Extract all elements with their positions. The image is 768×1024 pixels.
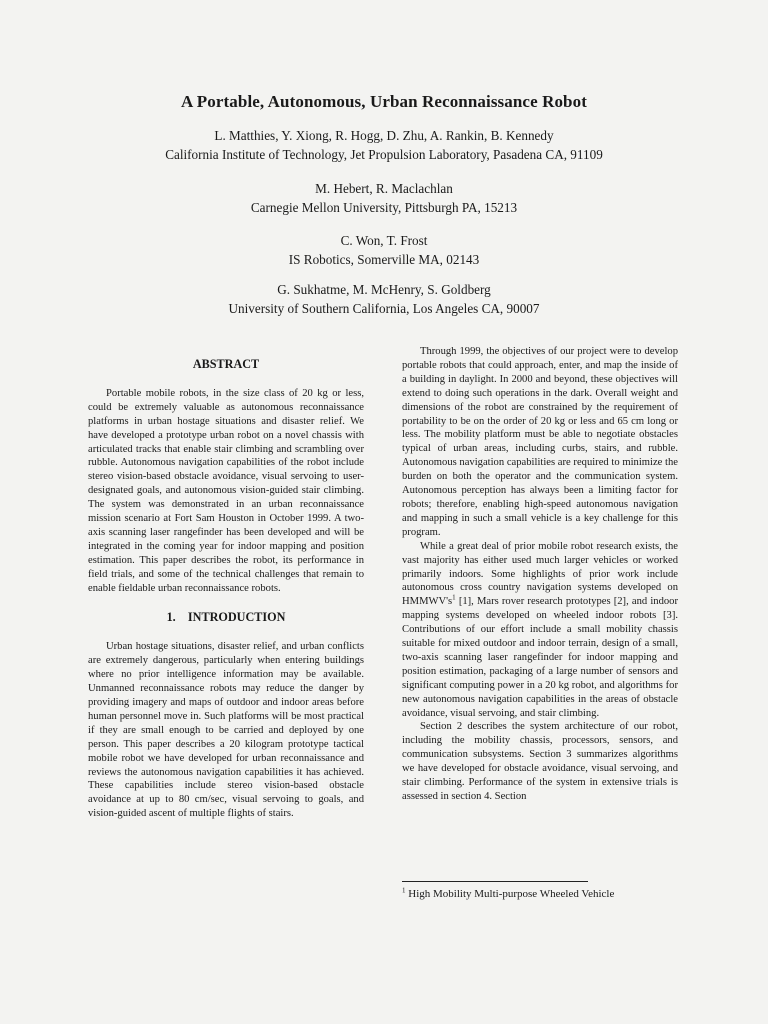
author-list: C. Won, T. Frost — [340, 233, 428, 248]
introduction-text: Urban hostage situations, disaster relief, and urban conflicts are extremely dangerous, particularly when entering buildings where no prior intelligence information may be available. Unmanned reconnaissance robots may reduce the danger by providing imagery and maps of outdoor and indoor areas before human personnel move in. Such platforms will be most practical if they are small enough to be carried and deployed by one person. This paper describes a 20 kilogram prototype tactical mobile robot we have developed for urban reconnaissance and reviews the autonomous navigation capabilities it has achieved. These capabilities include stereo vision-based obstacle avoidance at up to 80 cm/sec, visual servoing to goals, and vision-guided ascent of multiple flights of stairs. — [88, 641, 364, 820]
affiliation-group-3 — [0, 231, 768, 269]
introduction-heading: 1. INTRODUCTION — [166, 609, 286, 624]
institution: Carnegie Mellon University, Pittsburgh PA, 15213 — [250, 200, 518, 215]
paper-title: A Portable, Autonomous, Urban Reconnaissance Robot — [181, 92, 587, 111]
outline-paragraph: Section 2 describes the system architecture of our robot, including the mobility chassis, processors, sensors, and communication subsystems. Section 3 summarizes algorithms we have developed for obstacle avoidance, visual servoing, and stair climbing. Performance of the system in extensive trials is assessed in section 4. Section — [402, 721, 678, 802]
objectives-paragraph: Through 1999, the objectives of our project were to develop portable robots that could approach, enter, and map the inside of a building in daylight. In 2000 and beyond, these objectives will extend to doing such operations in the dark. Overall weight and dimensions of the robot are constrained by the requirement of portability to be on the order of 20 kg or less and 65 cm long or less. The mobility platform must be able to negotiate obstacles typical of urban areas, including curbs, stairs, and rubble. Autonomous navigation capabilities are required to minimize the burden on both the operator and the communication system. Autonomous perception has always been a limiting factor for robots; therefore, enabling high-speed autonomous navigation and mapping in such a small vehicle is a key challenge for this program. — [402, 346, 678, 538]
prior-work-paragraph — [402, 540, 678, 721]
author-list: L. Matthies, Y. Xiong, R. Hogg, D. Zhu, A. Rankin, B. Kennedy — [214, 128, 554, 143]
footnote-ref: 1 — [452, 593, 456, 602]
institution: University of Southern California, Los Angeles CA, 90007 — [228, 301, 540, 316]
affiliation-group-2 — [0, 179, 768, 217]
prior-work-text-a: While a great deal of prior mobile robot research exists, the vast majority has either used much larger vehicles or worked primarily indoors. Some highlights of prior work include autonomous cross country navigation systems developed on HMMWV's — [402, 540, 678, 608]
affiliation-group-4 — [0, 280, 768, 318]
institution: IS Robotics, Somerville MA, 02143 — [288, 252, 480, 267]
abstract-heading: ABSTRACT — [192, 357, 260, 371]
abstract-text: Portable mobile robots, in the size class of 20 kg or less, could be extremely valuable as autonomous reconnaissance platforms in urban hostage situations and disaster relief. We have developed a prototype urban robot on a novel chassis with articulated tracks that enable stair climbing and scrambling over rubble. Autonomous navigation capabilities of the robot include stereo vision-based obstacle avoidance, visual servoing to user-designated goals, and autonomous vision-guided stair climbing. The system was demonstrated in an urban reconnaissance mission scenario at Fort Sam Houston in October 1999. A two-axis scanning laser rangefinder has been developed and will be integrated in the coming year for indoor mapping and position estimation. This paper describes the robot, its performance in field trials, and some of the technical challenges that remain to enable fieldable urban reconnaissance robots. — [88, 387, 364, 594]
author-list: M. Hebert, R. Maclachlan — [315, 181, 453, 196]
footnote-text: High Mobility Multi-purpose Wheeled Vehicle — [405, 888, 615, 900]
right-column — [402, 345, 678, 804]
institution: California Institute of Technology, Jet Propulsion Laboratory, Pasadena CA, 91109 — [165, 147, 603, 162]
footnote-divider — [402, 881, 588, 882]
footnote — [402, 888, 614, 900]
prior-work-text-b: [1], Mars rover research prototypes [2], and indoor mapping systems developed on wheeled indoor robots [3]. Contributions of our effort include a small mobility chassis suitable for mixed outdoor and indoor terrain, design of a small, two-axis scanning laser rangefinder for indoor mapping and position estimation, packaging of a large number of sensors and significant computing power in a 20 kg robot, and algorithms for new autonomous navigation capabilities in the areas of obstacle avoidance, visual servoing, and stair climbing. — [402, 596, 678, 719]
left-column — [88, 358, 364, 821]
footnote-mark: 1 — [402, 886, 406, 895]
author-list: G. Sukhatme, M. McHenry, S. Goldberg — [277, 282, 491, 297]
affiliation-group-1 — [0, 126, 768, 164]
